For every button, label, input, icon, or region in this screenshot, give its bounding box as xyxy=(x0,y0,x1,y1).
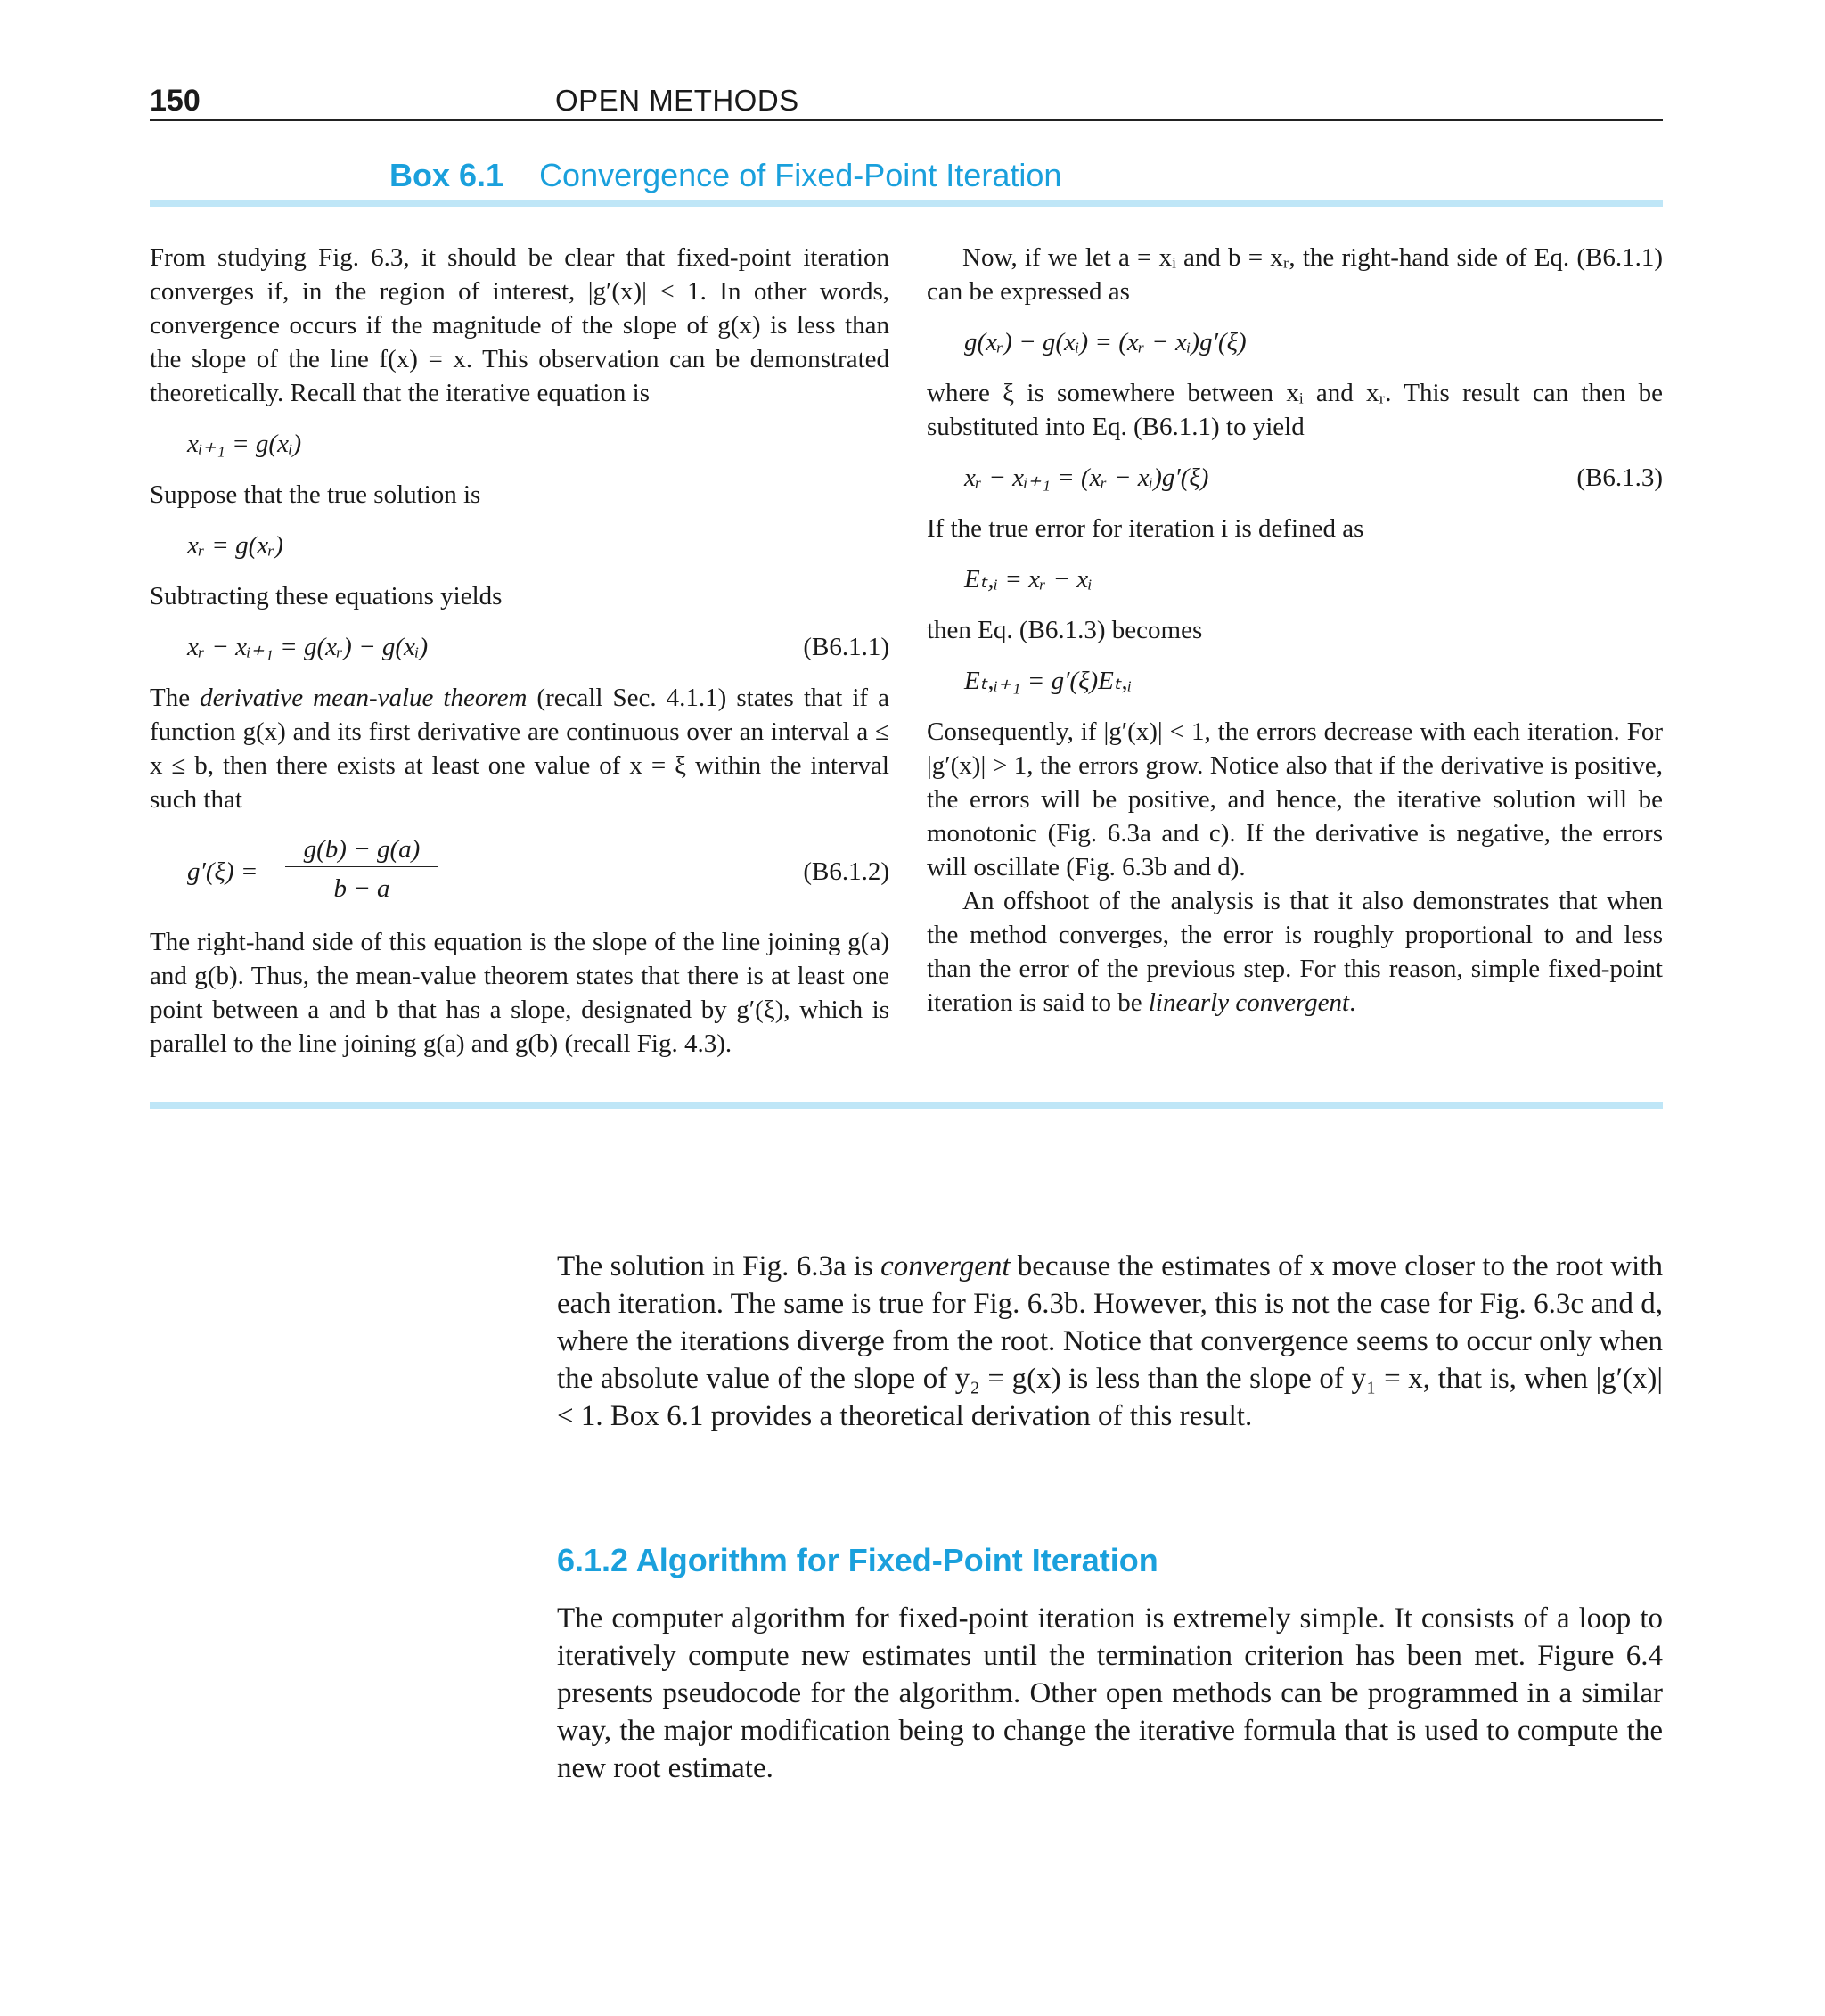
box-left-column xyxy=(150,241,889,1061)
equation-number: (B6.1.3) xyxy=(1576,463,1663,492)
equation-text: xᵢ₊₁ = g(xᵢ) xyxy=(187,430,302,458)
emphasis-term: derivative mean-value theorem xyxy=(200,684,528,712)
text-run: because the estimates of x move closer to the root with each iteration. The same is true for Fig. 6.3b. However, this is not the case for Fig. 6.3c and d, where the iterations diverge from the root. Notice that convergence seems to occur only when the absolute value of the slope of y₂ = g(x) is less than the slope of y₁ = x, that is, when |g′(x)| < 1. Box 6.1 provides a theoretical derivation of this result. xyxy=(557,1250,1663,1432)
equation-text: Eₜ,ᵢ = xᵣ − xᵢ xyxy=(964,565,1093,594)
section-heading: 6.1.2 Algorithm for Fixed-Point Iteration xyxy=(557,1542,1158,1578)
equation-true-error xyxy=(964,562,1663,596)
box-left-paragraph-3: Subtracting these equations yields xyxy=(150,582,503,611)
box-left-paragraph-4 xyxy=(150,681,889,816)
equation-b6-1-1 xyxy=(187,630,889,664)
equation-number: (B6.1.1) xyxy=(803,633,889,661)
equation-b6-1-3 xyxy=(964,461,1663,495)
box-right-paragraph-4: then Eq. (B6.1.3) becomes xyxy=(927,616,1203,644)
box-title-text: Convergence of Fixed-Point Iteration xyxy=(539,157,1062,193)
box-right-paragraph-6 xyxy=(927,884,1663,1020)
running-head: OPEN METHODS xyxy=(555,84,799,117)
equation-mean-value-substituted xyxy=(964,325,1663,359)
equation-text: xᵣ − xᵢ₊₁ = g(xᵣ) − g(xᵢ) xyxy=(187,633,429,661)
box-right-paragraph-5: Consequently, if |g′(x)| < 1, the errors decrease with each iteration. For |g′(x)| > 1, the errors grow. Notice also that if the derivative is positive, the errors will be positive, and hence, the iterative solution will be monotonic (Fig. 6.3a and c). If the derivative is negative, the errors will oscillate (Fig. 6.3b and d). xyxy=(927,717,1663,881)
box-bottom-rule xyxy=(150,1102,1663,1109)
box-left-paragraph-5: The right-hand side of this equation is the slope of the line joining g(a) and g(b). Thus, the mean-value theorem states that there is at least one point between a and b that has a slope, designated by g′(ξ), which is parallel to the line joining g(a) and g(b) (recall Fig. 4.3). xyxy=(150,928,889,1058)
box-right-paragraph-3: If the true error for iteration i is defined as xyxy=(927,514,1364,543)
main-paragraph-2: The computer algorithm for fixed-point iteration is extremely simple. It consists of a loop to iteratively compute new estimates until the termination criterion has been met. Figure 6.4 presents pseudocode for the algorithm. Other open methods can be programmed in a similar way, the major modification being to change the iterative formula that is used to compute the new root estimate. xyxy=(557,1602,1663,1784)
equation-iteration xyxy=(187,427,889,461)
main-paragraph-1 xyxy=(557,1248,1663,1435)
text-run: The solution in Fig. 6.3a is xyxy=(557,1250,881,1283)
equation-text: xᵣ − xᵢ₊₁ = (xᵣ − xᵢ)g′(ξ) xyxy=(964,463,1209,492)
equation-lhs: g′(ξ) = xyxy=(187,857,258,886)
fraction-numerator: g(b) − g(a) xyxy=(285,832,438,867)
box-left-paragraph-1: From studying Fig. 6.3, it should be clear that fixed-point iteration converges if, in the region of interest, |g′(x)| < 1. In other words, convergence occurs if the magnitude of the slope of g(x) is less than the slope of the line f(x) = x. This observation can be demonstrated theoretically. Recall that the iterative equation is xyxy=(150,243,889,407)
equation-text: xᵣ = g(xᵣ) xyxy=(187,531,283,560)
text-run: The xyxy=(150,684,201,712)
text-run: . xyxy=(1349,988,1356,1017)
equation-text: Eₜ,ᵢ₊₁ = g′(ξ)Eₜ,ᵢ xyxy=(964,667,1133,695)
equation-b6-1-2 xyxy=(187,832,889,911)
emphasis-term: convergent xyxy=(880,1250,1011,1283)
box-right-paragraph-2: where ξ is somewhere between xᵢ and xᵣ. This result can then be substituted into Eq. (B6.1.1) to yield xyxy=(927,379,1663,441)
equation-text: g(xᵣ) − g(xᵢ) = (xᵣ − xᵢ)g′(ξ) xyxy=(964,328,1247,356)
fraction-denominator: b − a xyxy=(333,874,390,903)
box-right-column xyxy=(927,241,1663,1020)
text-run: (recall Sec. 4.1.1) states that if a function g(x) and its first derivative are continuous over an interval a ≤ x ≤ b, then there exists at least one value of x = ξ within the interval such that xyxy=(150,684,889,814)
box-left-paragraph-2: Suppose that the true solution is xyxy=(150,480,481,509)
page-number: 150 xyxy=(150,84,201,118)
text-run: An offshoot of the analysis is that it also demonstrates that when the method converges, the error is roughly proportional to and less than the error of the previous step. For this reason, simple fixed-point iteration is said to be xyxy=(927,887,1663,1017)
box-top-rule xyxy=(150,200,1663,207)
equation-error-recurrence xyxy=(964,664,1663,698)
page-header xyxy=(150,77,1663,121)
box-right-paragraph-1: Now, if we let a = xᵢ and b = xᵣ, the right-hand side of Eq. (B6.1.1) can be expressed as xyxy=(927,243,1663,306)
emphasis-term: linearly convergent xyxy=(1148,988,1350,1017)
equation-true-solution xyxy=(187,529,889,562)
equation-number: (B6.1.2) xyxy=(803,857,889,886)
box-label: Box 6.1 xyxy=(389,157,504,193)
box-title xyxy=(389,157,1061,194)
